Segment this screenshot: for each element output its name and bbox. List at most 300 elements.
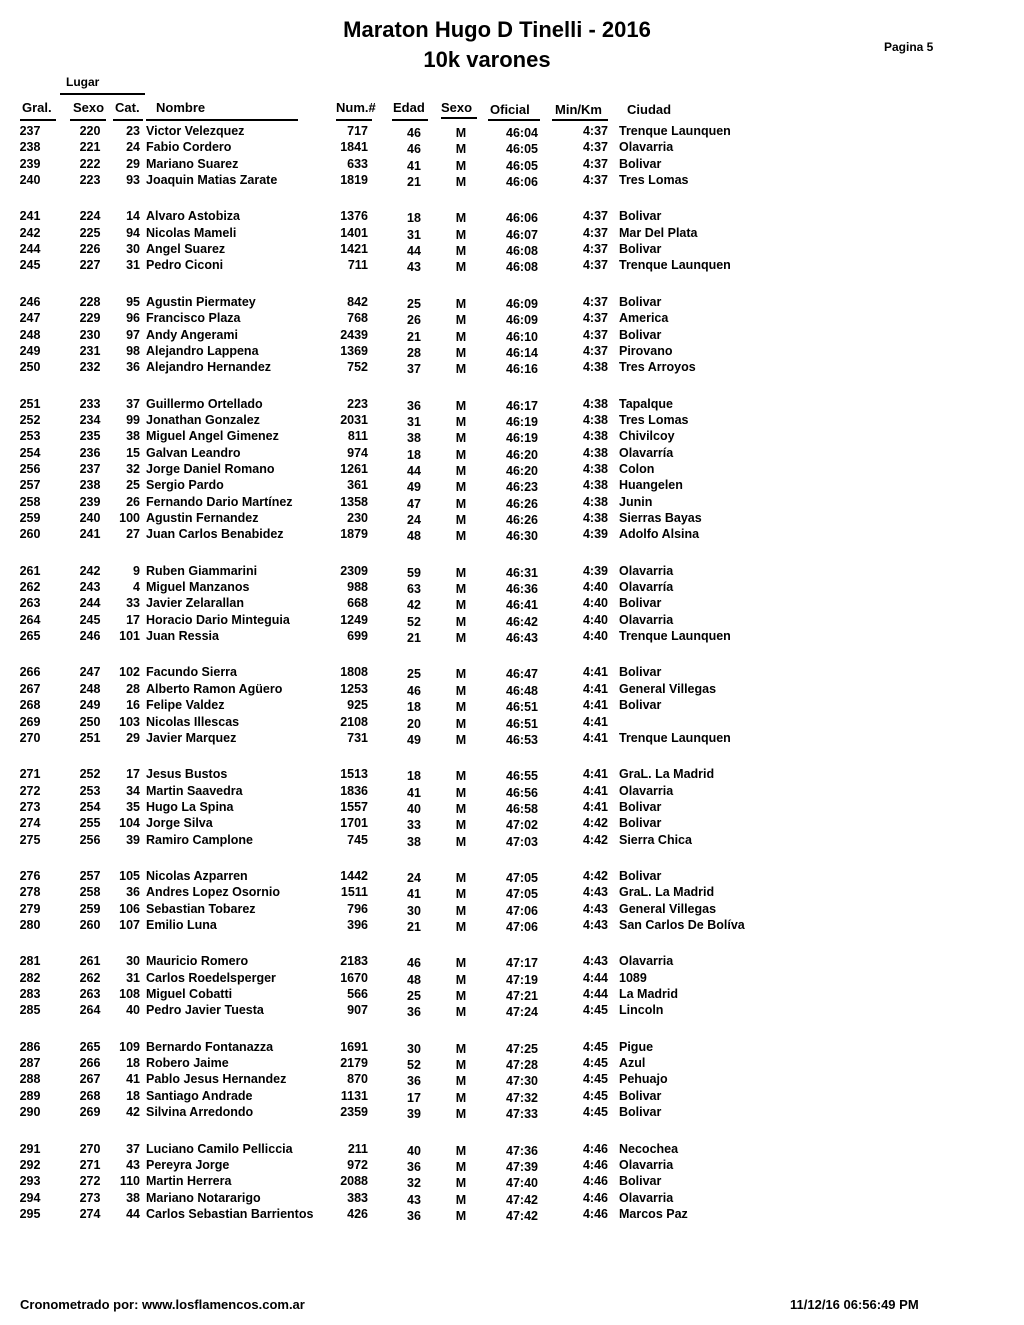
city: Bolivar [619,665,662,680]
table-row [0,397,1024,413]
page-number: Pagina 5 [884,40,934,54]
table-row [0,1174,1024,1190]
place-overall: 249 [19,343,41,358]
age: 46 [407,142,421,157]
pace: 4:37 [582,242,608,257]
place-category: 17 [126,612,140,627]
place-overall: 258 [19,494,41,509]
bib-number: 745 [347,832,368,847]
sex: M [455,398,467,413]
age: 38 [407,834,421,849]
age: 46 [407,683,421,698]
age: 52 [407,1058,421,1073]
bib-number: 870 [347,1072,368,1087]
sex: M [455,818,467,833]
bib-number: 1808 [340,665,368,680]
header-underline [488,119,540,121]
bib-number: 1701 [340,816,368,831]
city: Trenque Launquen [619,258,731,273]
bib-number: 2179 [340,1056,368,1071]
official-time: 47:28 [506,1058,538,1073]
table-row [0,885,1024,901]
table-row [0,784,1024,800]
place-overall: 261 [19,563,41,578]
pace: 4:38 [582,494,608,509]
table-row [0,140,1024,156]
table-row [0,344,1024,360]
header-underline [336,119,372,121]
runner-name: Miguel Manzanos [146,580,250,595]
place-category: 101 [119,629,140,644]
pace: 4:45 [582,1003,608,1018]
age: 36 [407,1005,421,1020]
header-oficial: Oficial [490,102,530,117]
runner-name: Santiago Andrade [146,1088,253,1103]
place-overall: 250 [19,360,41,375]
sex: M [455,496,467,511]
runner-name: Pereyra Jorge [146,1157,230,1172]
table-row [0,1072,1024,1088]
table-row [0,971,1024,987]
bib-number: 211 [347,1141,368,1156]
place-overall: 263 [19,596,41,611]
official-time: 47:32 [506,1090,538,1105]
table-row [0,731,1024,747]
bib-number: 1369 [340,343,368,358]
sex: M [455,313,467,328]
place-sex: 229 [79,311,101,326]
bib-number: 1401 [340,225,368,240]
pace: 4:41 [582,681,608,696]
age: 36 [407,1208,421,1223]
city: Olavarria [619,1157,674,1172]
table-row [0,360,1024,376]
place-overall: 268 [19,698,41,713]
table-row [0,987,1024,1003]
bib-number: 2183 [340,954,368,969]
runner-name: Nicolas Azparren [146,868,248,883]
official-time: 46:26 [506,496,538,511]
sex: M [455,834,467,849]
place-category: 28 [126,681,140,696]
bib-number: 988 [347,580,368,595]
runner-name: Felipe Valdez [146,698,225,713]
bib-number: 1836 [340,783,368,798]
official-time: 47:17 [506,956,538,971]
place-category: 30 [126,242,140,257]
pace: 4:39 [582,527,608,542]
city: Olavarria [619,783,674,798]
place-overall: 292 [19,1157,41,1172]
table-row [0,918,1024,934]
place-overall: 259 [19,511,41,525]
age: 47 [407,496,421,511]
place-sex: 253 [79,783,101,798]
place-sex: 268 [79,1088,101,1103]
pace: 4:42 [582,868,608,883]
bib-number: 974 [347,445,368,460]
city: Olavarria [619,612,674,627]
city: Pehuajo [619,1072,668,1087]
official-time: 47:39 [506,1159,538,1174]
runner-name: Victor Velezquez [146,124,245,138]
footer-timing-credit: Cronometrado por: www.losflamencos.com.ar [20,1297,305,1312]
official-time: 46:20 [506,463,538,478]
official-time: 46:05 [506,142,538,157]
sex: M [455,244,467,259]
sex: M [455,431,467,446]
age: 40 [407,801,421,816]
table-row [0,869,1024,885]
pace: 4:38 [582,445,608,460]
place-category: 105 [119,868,140,883]
place-overall: 240 [19,173,41,188]
runner-name: Jorge Daniel Romano [146,461,275,476]
city: Junin [619,494,653,509]
official-time: 46:43 [506,631,538,646]
runner-name: Martin Herrera [146,1174,232,1189]
official-time: 46:42 [506,614,538,629]
place-overall: 289 [19,1088,41,1103]
city: Chivilcoy [619,429,675,444]
bib-number: 1511 [340,885,368,900]
bib-number: 2088 [340,1174,368,1189]
bib-number: 1421 [340,242,368,257]
sex: M [455,1041,467,1056]
city: Olavarria [619,140,674,155]
city: Tres Lomas [619,412,689,427]
sex: M [455,870,467,885]
place-overall: 293 [19,1174,41,1189]
city: Bolivar [619,698,662,713]
place-sex: 270 [79,1141,101,1156]
place-sex: 242 [79,563,101,578]
sex: M [455,329,467,344]
runner-name: Pedro Ciconi [146,258,224,273]
sex: M [455,126,467,140]
bib-number: 396 [347,918,368,932]
bib-number: 2031 [340,412,368,427]
table-row [0,902,1024,918]
place-sex: 234 [79,412,101,427]
city: Trenque Launquen [619,730,731,745]
lugar-group-label: Lugar [66,75,100,89]
age: 24 [407,870,421,885]
pace: 4:44 [582,970,608,985]
age: 46 [407,956,421,971]
place-overall: 238 [19,140,41,155]
sex: M [455,598,467,613]
pace: 4:37 [582,140,608,155]
official-time: 47:03 [506,834,538,849]
bib-number: 230 [347,511,368,525]
official-time: 46:41 [506,598,538,613]
runner-name: Miguel Cobatti [146,987,233,1002]
pace: 4:37 [582,343,608,358]
pace: 4:38 [582,396,608,411]
table-row [0,1142,1024,1158]
city: Marcos Paz [619,1206,688,1221]
place-sex: 244 [79,596,101,611]
place-sex: 271 [79,1157,101,1172]
place-category: 34 [126,783,140,798]
place-category: 99 [126,412,140,427]
place-sex: 246 [79,629,101,644]
table-row [0,665,1024,681]
runner-name: Andres Lopez Osornio [146,885,281,900]
pace: 4:37 [582,258,608,273]
place-sex: 251 [79,730,101,745]
bib-number: 1670 [340,970,368,985]
place-overall: 272 [19,783,41,798]
bib-number: 426 [347,1206,368,1221]
sex: M [455,227,467,242]
official-time: 46:08 [506,260,538,275]
place-overall: 285 [19,1003,41,1018]
runner-name: Hugo La Spina [146,799,234,814]
table-row [0,596,1024,612]
age: 31 [407,414,421,429]
place-overall: 294 [19,1190,41,1205]
official-time: 46:04 [506,126,538,140]
age: 52 [407,614,421,629]
table-row [0,209,1024,225]
place-category: 93 [126,173,140,188]
sex: M [455,631,467,646]
place-overall: 279 [19,901,41,916]
runner-name: Alberto Ramon Agüero [146,681,283,696]
table-row [0,767,1024,783]
place-sex: 232 [79,360,101,375]
official-time: 47:42 [506,1208,538,1223]
place-overall: 278 [19,885,41,900]
sex: M [455,785,467,800]
place-overall: 271 [19,767,41,782]
age: 31 [407,227,421,242]
place-category: 110 [119,1174,140,1189]
place-category: 14 [126,209,140,224]
header-underline [70,119,106,121]
age: 41 [407,158,421,173]
table-row [0,478,1024,494]
place-category: 40 [126,1003,140,1018]
bib-number: 925 [347,698,368,713]
bib-number: 2108 [340,714,368,729]
runner-name: Juan Carlos Benabidez [146,527,284,542]
table-row [0,258,1024,274]
place-sex: 252 [79,767,101,782]
pace: 4:46 [582,1190,608,1205]
sex: M [455,700,467,715]
city: Bolivar [619,294,662,309]
official-time: 46:26 [506,513,538,527]
pace: 4:42 [582,832,608,847]
age: 59 [407,565,421,580]
city: America [619,311,669,326]
pace: 4:45 [582,1056,608,1071]
place-sex: 264 [79,1003,101,1018]
sex: M [455,1159,467,1174]
sex: M [455,1208,467,1223]
bib-number: 717 [347,124,368,138]
table-row [0,698,1024,714]
place-overall: 241 [19,209,41,224]
pace: 4:41 [582,730,608,745]
official-time: 46:56 [506,785,538,800]
runner-name: Mariano Suarez [146,156,239,171]
place-sex: 221 [79,140,101,155]
place-sex: 248 [79,681,101,696]
pace: 4:41 [582,665,608,680]
sex: M [455,260,467,275]
age: 20 [407,716,421,731]
official-time: 47:36 [506,1143,538,1158]
table-row [0,226,1024,242]
runner-name: Javier Marquez [146,730,237,745]
city: Pigue [619,1039,654,1054]
place-sex: 256 [79,832,101,847]
runner-name: Alejandro Hernandez [146,360,272,375]
official-time: 46:36 [506,582,538,597]
place-category: 44 [126,1206,140,1221]
place-category: 37 [126,396,140,411]
runner-name: Jonathan Gonzalez [146,412,260,427]
official-time: 47:05 [506,870,538,885]
place-sex: 257 [79,868,101,883]
pace: 4:39 [582,563,608,578]
city: Bolivar [619,816,662,831]
bib-number: 711 [347,258,368,273]
official-time: 46:07 [506,227,538,242]
sex: M [455,972,467,987]
age: 21 [407,175,421,190]
runner-name: Mauricio Romero [146,954,249,969]
lugar-group-divider [60,93,145,95]
place-overall: 253 [19,429,41,444]
age: 63 [407,582,421,597]
sex: M [455,1058,467,1073]
place-overall: 276 [19,868,41,883]
place-sex: 266 [79,1056,101,1071]
bib-number: 2309 [340,563,368,578]
place-sex: 230 [79,327,101,342]
age: 26 [407,313,421,328]
header-underline [20,119,56,121]
pace: 4:43 [582,918,608,932]
table-row [0,1089,1024,1105]
city: 1089 [619,970,647,985]
runner-name: Ruben Giammarini [146,563,258,578]
place-category: 31 [126,258,140,273]
place-overall: 252 [19,412,41,427]
pace: 4:37 [582,156,608,171]
age: 43 [407,1192,421,1207]
place-sex: 269 [79,1105,101,1120]
sex: M [455,414,467,429]
table-row [0,1105,1024,1121]
official-time: 46:05 [506,158,538,173]
place-category: 38 [126,1190,140,1205]
table-row [0,311,1024,327]
official-time: 46:48 [506,683,538,698]
pace: 4:37 [582,294,608,309]
pace: 4:37 [582,173,608,188]
place-overall: 239 [19,156,41,171]
place-category: 29 [126,156,140,171]
city: Adolfo Alsina [619,527,700,542]
sex: M [455,920,467,934]
table-row [0,328,1024,344]
place-sex: 236 [79,445,101,460]
place-sex: 231 [79,343,101,358]
city: Bolivar [619,242,662,257]
pace: 4:46 [582,1157,608,1172]
pace: 4:37 [582,311,608,326]
age: 32 [407,1176,421,1191]
sex: M [455,667,467,682]
city: GraL. La Madrid [619,767,715,782]
official-time: 46:51 [506,700,538,715]
place-sex: 262 [79,970,101,985]
runner-name: Jorge Silva [146,816,213,831]
place-category: 18 [126,1088,140,1103]
place-category: 25 [126,478,140,493]
runner-name: Bernardo Fontanazza [146,1039,274,1054]
table-row [0,1056,1024,1072]
bib-number: 699 [347,629,368,644]
header-cat: Cat. [115,100,140,115]
place-category: 109 [119,1039,140,1054]
table-row [0,124,1024,140]
pace: 4:45 [582,1039,608,1054]
sex: M [455,956,467,971]
place-category: 38 [126,429,140,444]
place-category: 18 [126,1056,140,1071]
sex: M [455,1090,467,1105]
pace: 4:41 [582,714,608,729]
age: 33 [407,818,421,833]
place-overall: 280 [19,918,41,932]
bib-number: 223 [347,396,368,411]
place-category: 102 [119,665,140,680]
place-overall: 290 [19,1105,41,1120]
runner-name: Luciano Camilo Pelliccia [146,1141,293,1156]
place-category: 23 [126,124,140,138]
place-category: 26 [126,494,140,509]
runner-name: Alvaro Astobiza [146,209,241,224]
age: 30 [407,903,421,918]
city: General Villegas [619,681,717,696]
city: Lincoln [619,1003,664,1018]
table-row [0,833,1024,849]
age: 48 [407,529,421,544]
place-overall: 287 [19,1056,41,1071]
city: Bolivar [619,1105,662,1120]
header-num: Num.# [336,100,376,115]
table-row [0,413,1024,429]
official-time: 46:20 [506,447,538,462]
bib-number: 1557 [340,799,368,814]
place-sex: 220 [79,124,101,138]
sex: M [455,614,467,629]
city: Trenque Launquen [619,629,731,644]
runner-name: Emilio Luna [146,918,217,932]
place-category: 32 [126,461,140,476]
age: 44 [407,463,421,478]
bib-number: 842 [347,294,368,309]
age: 41 [407,785,421,800]
place-overall: 273 [19,799,41,814]
